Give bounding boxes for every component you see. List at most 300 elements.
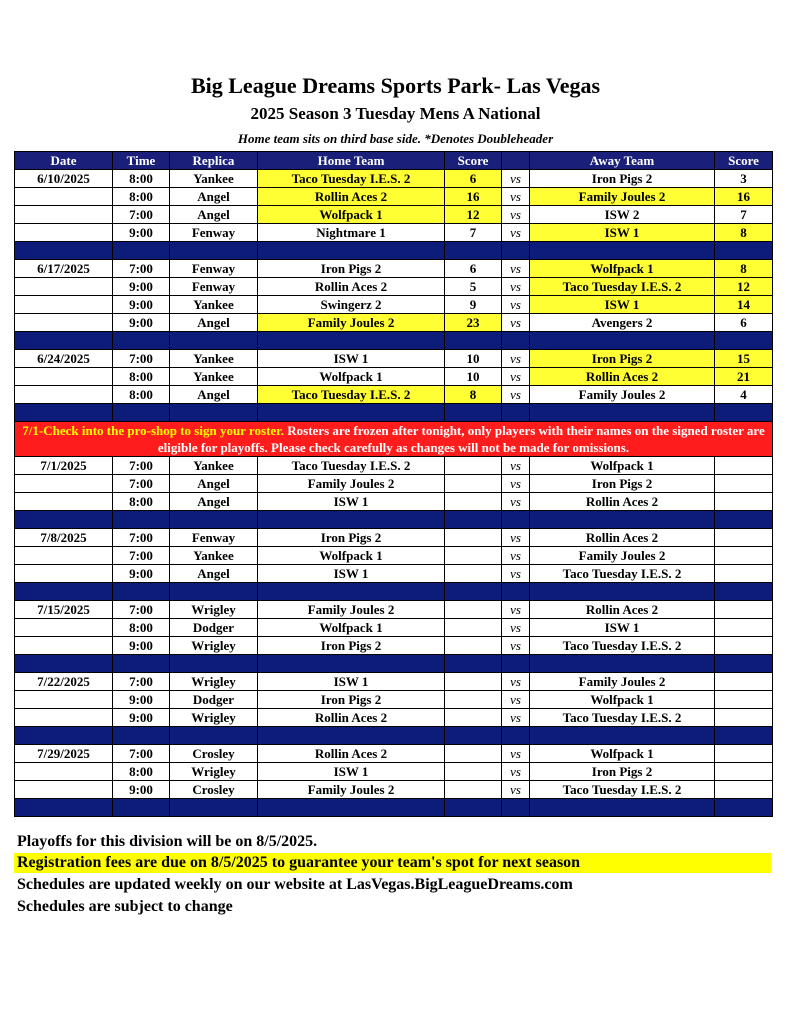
separator-cell [113, 404, 170, 422]
field-replica: Crosley [170, 781, 258, 799]
separator-cell [258, 332, 445, 350]
separator-cell [715, 799, 773, 817]
separator-cell [502, 727, 530, 745]
away-score: 12 [715, 278, 773, 296]
separator-cell [530, 655, 715, 673]
game-date: 7/15/2025 [15, 601, 113, 619]
field-replica: Wrigley [170, 637, 258, 655]
home-score [445, 619, 502, 637]
week-separator-row [15, 799, 773, 817]
separator-cell [113, 332, 170, 350]
vs-label: vs [502, 278, 530, 296]
away-score [715, 709, 773, 727]
field-replica: Fenway [170, 529, 258, 547]
separator-cell [530, 242, 715, 260]
game-date [15, 763, 113, 781]
division-subtitle: 2025 Season 3 Tuesday Mens A National [250, 104, 541, 123]
away-team: Rollin Aces 2 [530, 493, 715, 511]
game-time: 8:00 [113, 386, 170, 404]
header-vs [502, 152, 530, 170]
away-score [715, 475, 773, 493]
away-score: 21 [715, 368, 773, 386]
away-team: Wolfpack 1 [530, 457, 715, 475]
game-row [15, 188, 773, 206]
separator-cell [715, 727, 773, 745]
home-score: 8 [445, 386, 502, 404]
away-team: Taco Tuesday I.E.S. 2 [530, 709, 715, 727]
separator-cell [15, 799, 113, 817]
away-score: 14 [715, 296, 773, 314]
away-score: 3 [715, 170, 773, 188]
away-team: Avengers 2 [530, 314, 715, 332]
separator-cell [170, 332, 258, 350]
home-team: Rollin Aces 2 [258, 278, 445, 296]
home-team: Rollin Aces 2 [258, 188, 445, 206]
roster-notice-row [15, 422, 773, 457]
game-time: 7:00 [113, 457, 170, 475]
away-team: Taco Tuesday I.E.S. 2 [530, 565, 715, 583]
separator-cell [170, 655, 258, 673]
home-team: Family Joules 2 [258, 781, 445, 799]
game-time: 9:00 [113, 781, 170, 799]
separator-cell [502, 511, 530, 529]
away-team: Wolfpack 1 [530, 691, 715, 709]
game-date: 7/1/2025 [15, 457, 113, 475]
game-row [15, 781, 773, 799]
separator-cell [502, 655, 530, 673]
home-team: ISW 1 [258, 350, 445, 368]
game-row [15, 547, 773, 565]
vs-label: vs [502, 673, 530, 691]
game-date [15, 493, 113, 511]
away-team: ISW 1 [530, 296, 715, 314]
home-score [445, 691, 502, 709]
home-team: Iron Pigs 2 [258, 529, 445, 547]
away-team: Rollin Aces 2 [530, 601, 715, 619]
game-row [15, 296, 773, 314]
away-score [715, 745, 773, 763]
separator-cell [258, 511, 445, 529]
separator-cell [170, 404, 258, 422]
game-time: 8:00 [113, 493, 170, 511]
home-team-note: Home team sits on third base side. *Denotes Doubleheader [237, 131, 554, 146]
game-time: 9:00 [113, 637, 170, 655]
home-team: Taco Tuesday I.E.S. 2 [258, 170, 445, 188]
game-time: 9:00 [113, 296, 170, 314]
home-score [445, 529, 502, 547]
field-replica: Angel [170, 386, 258, 404]
week-separator-row [15, 727, 773, 745]
home-score [445, 637, 502, 655]
away-score: 16 [715, 188, 773, 206]
game-row [15, 673, 773, 691]
game-time: 7:00 [113, 206, 170, 224]
vs-label: vs [502, 368, 530, 386]
home-team: ISW 1 [258, 763, 445, 781]
field-replica: Angel [170, 493, 258, 511]
game-row [15, 709, 773, 727]
roster-notice-lead: 7/1-Check into the pro-shop to sign your roster. [22, 423, 284, 438]
game-row [15, 314, 773, 332]
home-score: 16 [445, 188, 502, 206]
separator-cell [15, 727, 113, 745]
separator-cell [445, 655, 502, 673]
game-row [15, 745, 773, 763]
game-date [15, 691, 113, 709]
separator-cell [113, 511, 170, 529]
home-score [445, 673, 502, 691]
field-replica: Fenway [170, 278, 258, 296]
away-team: ISW 2 [530, 206, 715, 224]
separator-cell [113, 655, 170, 673]
field-replica: Dodger [170, 619, 258, 637]
vs-label: vs [502, 350, 530, 368]
field-replica: Angel [170, 565, 258, 583]
game-row [15, 260, 773, 278]
week-separator-row [15, 404, 773, 422]
vs-label: vs [502, 457, 530, 475]
home-team: Taco Tuesday I.E.S. 2 [258, 386, 445, 404]
home-score [445, 781, 502, 799]
header-home-score: Score [445, 152, 502, 170]
game-row [15, 386, 773, 404]
home-score: 10 [445, 350, 502, 368]
game-time: 7:00 [113, 601, 170, 619]
roster-notice [15, 422, 773, 457]
field-replica: Angel [170, 188, 258, 206]
away-score: 4 [715, 386, 773, 404]
field-replica: Wrigley [170, 709, 258, 727]
header-date: Date [15, 152, 113, 170]
field-replica: Yankee [170, 350, 258, 368]
game-row [15, 350, 773, 368]
vs-label: vs [502, 314, 530, 332]
home-team: ISW 1 [258, 565, 445, 583]
game-time: 8:00 [113, 368, 170, 386]
game-time: 7:00 [113, 350, 170, 368]
week-separator-row [15, 655, 773, 673]
separator-cell [15, 332, 113, 350]
game-date [15, 637, 113, 655]
header-away-team: Away Team [530, 152, 715, 170]
home-team: Swingerz 2 [258, 296, 445, 314]
separator-cell [445, 799, 502, 817]
separator-cell [15, 242, 113, 260]
game-time: 8:00 [113, 619, 170, 637]
field-replica: Yankee [170, 170, 258, 188]
separator-cell [170, 583, 258, 601]
separator-cell [530, 332, 715, 350]
vs-label: vs [502, 637, 530, 655]
home-score [445, 547, 502, 565]
game-time: 9:00 [113, 278, 170, 296]
field-replica: Wrigley [170, 673, 258, 691]
home-team: Family Joules 2 [258, 601, 445, 619]
field-replica: Angel [170, 475, 258, 493]
home-team: Iron Pigs 2 [258, 637, 445, 655]
game-row [15, 493, 773, 511]
vs-label: vs [502, 188, 530, 206]
schedule-body [15, 170, 773, 817]
playoffs-note: Playoffs for this division will be on 8/5/2025. [17, 833, 318, 850]
away-score [715, 619, 773, 637]
game-time: 9:00 [113, 565, 170, 583]
home-team: Wolfpack 1 [258, 547, 445, 565]
game-row [15, 224, 773, 242]
separator-cell [113, 799, 170, 817]
separator-cell [715, 511, 773, 529]
away-score [715, 547, 773, 565]
home-team: Family Joules 2 [258, 475, 445, 493]
game-date: 6/10/2025 [15, 170, 113, 188]
game-date [15, 368, 113, 386]
separator-cell [445, 511, 502, 529]
home-score: 7 [445, 224, 502, 242]
home-team: Taco Tuesday I.E.S. 2 [258, 457, 445, 475]
separator-cell [502, 242, 530, 260]
game-time: 7:00 [113, 745, 170, 763]
game-date [15, 188, 113, 206]
away-team: Iron Pigs 2 [530, 475, 715, 493]
home-score: 12 [445, 206, 502, 224]
vs-label: vs [502, 529, 530, 547]
away-team: Family Joules 2 [530, 386, 715, 404]
home-score: 9 [445, 296, 502, 314]
away-score [715, 565, 773, 583]
game-row [15, 206, 773, 224]
header-home-team: Home Team [258, 152, 445, 170]
vs-label: vs [502, 565, 530, 583]
game-date [15, 314, 113, 332]
separator-cell [445, 727, 502, 745]
separator-cell [170, 242, 258, 260]
game-time: 9:00 [113, 709, 170, 727]
game-date [15, 206, 113, 224]
subject-to-change-note: Schedules are subject to change [17, 898, 233, 915]
vs-label: vs [502, 224, 530, 242]
separator-cell [445, 332, 502, 350]
home-score: 5 [445, 278, 502, 296]
vs-label: vs [502, 601, 530, 619]
field-replica: Fenway [170, 260, 258, 278]
home-team: Rollin Aces 2 [258, 745, 445, 763]
game-date [15, 781, 113, 799]
game-row [15, 619, 773, 637]
website-note: Schedules are updated weekly on our website at LasVegas.BigLeagueDreams.com [17, 876, 573, 893]
game-date [15, 709, 113, 727]
separator-cell [715, 583, 773, 601]
separator-cell [530, 511, 715, 529]
separator-cell [530, 727, 715, 745]
separator-cell [170, 727, 258, 745]
separator-cell [715, 242, 773, 260]
separator-cell [170, 799, 258, 817]
separator-cell [530, 583, 715, 601]
field-replica: Wrigley [170, 601, 258, 619]
game-time: 7:00 [113, 260, 170, 278]
home-team: ISW 1 [258, 673, 445, 691]
vs-label: vs [502, 386, 530, 404]
week-separator-row [15, 332, 773, 350]
away-team: Iron Pigs 2 [530, 350, 715, 368]
separator-cell [502, 332, 530, 350]
vs-label: vs [502, 745, 530, 763]
game-row [15, 457, 773, 475]
separator-cell [113, 727, 170, 745]
away-score [715, 673, 773, 691]
game-time: 8:00 [113, 188, 170, 206]
away-team: Taco Tuesday I.E.S. 2 [530, 637, 715, 655]
away-team: Iron Pigs 2 [530, 763, 715, 781]
home-score [445, 457, 502, 475]
game-row [15, 763, 773, 781]
away-score: 6 [715, 314, 773, 332]
field-replica: Angel [170, 206, 258, 224]
field-replica: Yankee [170, 457, 258, 475]
away-team: Family Joules 2 [530, 673, 715, 691]
separator-cell [502, 799, 530, 817]
roster-notice-text: Rosters are frozen after tonight, only players with their names on the signed roster are eligible for playoffs. Please check carefully as changes will not be made for omissions. [157, 423, 765, 455]
separator-cell [445, 583, 502, 601]
field-replica: Dodger [170, 691, 258, 709]
game-date [15, 565, 113, 583]
home-score [445, 763, 502, 781]
game-row [15, 565, 773, 583]
field-replica: Yankee [170, 547, 258, 565]
separator-cell [258, 655, 445, 673]
home-team: ISW 1 [258, 493, 445, 511]
schedule-table [14, 151, 773, 817]
home-score: 23 [445, 314, 502, 332]
home-score: 6 [445, 170, 502, 188]
separator-cell [258, 242, 445, 260]
game-date: 6/24/2025 [15, 350, 113, 368]
home-score: 10 [445, 368, 502, 386]
separator-cell [530, 799, 715, 817]
vs-label: vs [502, 296, 530, 314]
game-time: 8:00 [113, 170, 170, 188]
home-score: 6 [445, 260, 502, 278]
week-separator-row [15, 242, 773, 260]
game-date [15, 224, 113, 242]
away-team: Rollin Aces 2 [530, 529, 715, 547]
away-team: Wolfpack 1 [530, 745, 715, 763]
away-team: Family Joules 2 [530, 547, 715, 565]
away-team: Family Joules 2 [530, 188, 715, 206]
away-team: Taco Tuesday I.E.S. 2 [530, 278, 715, 296]
game-row [15, 601, 773, 619]
away-score [715, 781, 773, 799]
game-date [15, 386, 113, 404]
vs-label: vs [502, 206, 530, 224]
away-score: 8 [715, 224, 773, 242]
separator-cell [502, 404, 530, 422]
away-score [715, 493, 773, 511]
game-row [15, 691, 773, 709]
separator-cell [715, 332, 773, 350]
game-date: 7/8/2025 [15, 529, 113, 547]
separator-cell [113, 583, 170, 601]
header-away-score: Score [715, 152, 773, 170]
separator-cell [715, 404, 773, 422]
separator-cell [170, 511, 258, 529]
home-team: Nightmare 1 [258, 224, 445, 242]
game-time: 9:00 [113, 224, 170, 242]
home-score [445, 565, 502, 583]
separator-cell [502, 583, 530, 601]
page-title: Big League Dreams Sports Park- Las Vegas [190, 73, 601, 98]
separator-cell [445, 404, 502, 422]
header-time: Time [113, 152, 170, 170]
field-replica: Yankee [170, 296, 258, 314]
vs-label: vs [502, 619, 530, 637]
home-team: Rollin Aces 2 [258, 709, 445, 727]
vs-label: vs [502, 709, 530, 727]
week-separator-row [15, 583, 773, 601]
separator-cell [715, 655, 773, 673]
field-replica: Yankee [170, 368, 258, 386]
away-score [715, 457, 773, 475]
game-date: 6/17/2025 [15, 260, 113, 278]
away-score [715, 637, 773, 655]
vs-label: vs [502, 547, 530, 565]
home-team: Wolfpack 1 [258, 206, 445, 224]
header-replica: Replica [170, 152, 258, 170]
away-team: Wolfpack 1 [530, 260, 715, 278]
game-row [15, 278, 773, 296]
game-row [15, 637, 773, 655]
away-score [715, 529, 773, 547]
vs-label: vs [502, 781, 530, 799]
game-date: 7/22/2025 [15, 673, 113, 691]
home-team: Family Joules 2 [258, 314, 445, 332]
home-team: Wolfpack 1 [258, 619, 445, 637]
game-time: 7:00 [113, 475, 170, 493]
home-team: Iron Pigs 2 [258, 691, 445, 709]
separator-cell [113, 242, 170, 260]
table-header-row [15, 152, 773, 170]
field-replica: Fenway [170, 224, 258, 242]
game-row [15, 368, 773, 386]
away-score: 15 [715, 350, 773, 368]
game-row [15, 475, 773, 493]
away-team: Taco Tuesday I.E.S. 2 [530, 781, 715, 799]
separator-cell [445, 242, 502, 260]
field-replica: Crosley [170, 745, 258, 763]
vs-label: vs [502, 170, 530, 188]
home-score [445, 493, 502, 511]
away-score [715, 691, 773, 709]
game-date: 7/29/2025 [15, 745, 113, 763]
game-date [15, 296, 113, 314]
home-team: Iron Pigs 2 [258, 260, 445, 278]
separator-cell [258, 727, 445, 745]
game-date [15, 619, 113, 637]
home-score [445, 709, 502, 727]
game-row [15, 170, 773, 188]
home-score [445, 745, 502, 763]
separator-cell [15, 404, 113, 422]
registration-note: Registration fees are due on 8/5/2025 to guarantee your team's spot for next season [14, 853, 771, 873]
away-score: 8 [715, 260, 773, 278]
week-separator-row [15, 511, 773, 529]
game-row [15, 529, 773, 547]
separator-cell [15, 583, 113, 601]
away-team: Rollin Aces 2 [530, 368, 715, 386]
vs-label: vs [502, 691, 530, 709]
vs-label: vs [502, 763, 530, 781]
home-team: Wolfpack 1 [258, 368, 445, 386]
